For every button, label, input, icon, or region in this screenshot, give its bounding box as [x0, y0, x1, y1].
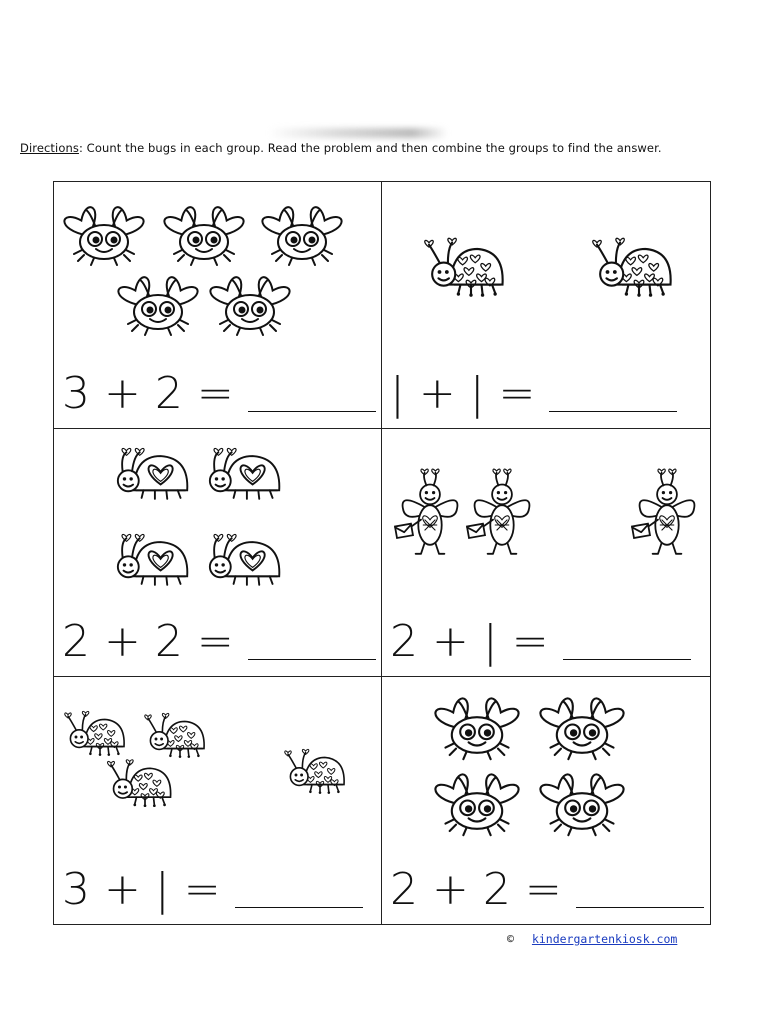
- bug-group-art: [54, 182, 381, 372]
- bug-group-art: [382, 429, 709, 619]
- addend-a: |: [390, 368, 405, 420]
- equation: [62, 610, 376, 667]
- ladybug-hearts-icon: [145, 713, 204, 758]
- addend-a: 2: [390, 615, 418, 667]
- mail-bee-icon: [632, 469, 694, 554]
- equation: [390, 858, 704, 915]
- bug-group-art: [54, 429, 381, 619]
- addend-b: 2: [482, 863, 511, 915]
- directions-body: : Count the bugs in each group. Read the problem and then combine the groups to find the answer.: [78, 141, 662, 155]
- winged-bug-icon: [539, 697, 625, 759]
- addend-b: |: [482, 615, 498, 667]
- winged-bug-icon: [163, 206, 245, 265]
- equals-sign: =: [196, 615, 234, 667]
- heart-beetle-icon: [118, 449, 187, 499]
- plus-sign: +: [432, 615, 469, 667]
- addend-b: 2: [154, 615, 183, 667]
- problem-cell-5: [54, 677, 382, 924]
- addend-a: 2: [390, 863, 418, 915]
- footer: [507, 932, 677, 946]
- answer-blank[interactable]: [576, 904, 704, 908]
- answer-blank[interactable]: [235, 904, 363, 908]
- equation: [62, 362, 376, 420]
- copyright-symbol: ©: [507, 932, 514, 946]
- winged-bug-icon: [434, 697, 520, 759]
- mail-bee-icon: [467, 469, 529, 554]
- addend-b: |: [154, 863, 170, 915]
- bug-group-art: [382, 182, 709, 372]
- heart-beetle-icon: [118, 535, 187, 585]
- ladybug-hearts-icon: [285, 749, 344, 794]
- winged-bug-icon: [117, 276, 199, 335]
- plus-sign: +: [104, 615, 141, 667]
- directions-text: [20, 141, 750, 155]
- answer-blank[interactable]: [563, 656, 691, 660]
- equation: [62, 858, 363, 915]
- site-link[interactable]: kindergartenkiosk.com: [531, 932, 678, 946]
- problem-cell-1: [54, 182, 382, 429]
- winged-bug-icon: [209, 276, 291, 335]
- heart-beetle-icon: [210, 535, 279, 585]
- equals-sign: =: [524, 863, 562, 915]
- winged-bug-icon: [434, 773, 520, 835]
- answer-blank[interactable]: [549, 408, 677, 412]
- ladybug-hearts-icon: [108, 759, 171, 806]
- problem-cell-4: [382, 429, 710, 676]
- problem-cell-2: [382, 182, 710, 429]
- heart-beetle-icon: [210, 449, 279, 499]
- winged-bug-icon: [539, 773, 625, 835]
- problem-grid: [53, 181, 711, 925]
- problem-cell-6: [382, 677, 710, 924]
- ladybug-hearts-icon: [425, 238, 503, 296]
- mail-bee-icon: [395, 469, 457, 554]
- addend-a: 3: [62, 863, 90, 915]
- equals-sign: =: [498, 368, 536, 420]
- addend-a: 3: [62, 368, 90, 420]
- problem-cell-3: [54, 429, 382, 676]
- answer-blank[interactable]: [248, 656, 376, 660]
- ladybug-hearts-icon: [65, 711, 124, 756]
- scan-smudge: [268, 128, 448, 138]
- addend-b: 2: [154, 368, 183, 420]
- equals-sign: =: [183, 863, 221, 915]
- plus-sign: +: [432, 863, 469, 915]
- directions-label: Directions: [20, 141, 79, 155]
- plus-sign: +: [104, 863, 141, 915]
- bug-group-art: [54, 677, 381, 867]
- equals-sign: =: [196, 368, 234, 420]
- winged-bug-icon: [261, 206, 343, 265]
- plus-sign: +: [418, 368, 456, 420]
- bug-group-art: [382, 677, 709, 867]
- addend-b: |: [469, 368, 485, 420]
- ladybug-hearts-icon: [593, 238, 671, 296]
- equation: [390, 362, 677, 420]
- winged-bug-icon: [63, 206, 145, 265]
- equation: [390, 610, 691, 667]
- answer-blank[interactable]: [248, 408, 376, 412]
- plus-sign: +: [104, 368, 141, 420]
- addend-a: 2: [62, 615, 90, 667]
- equals-sign: =: [511, 615, 549, 667]
